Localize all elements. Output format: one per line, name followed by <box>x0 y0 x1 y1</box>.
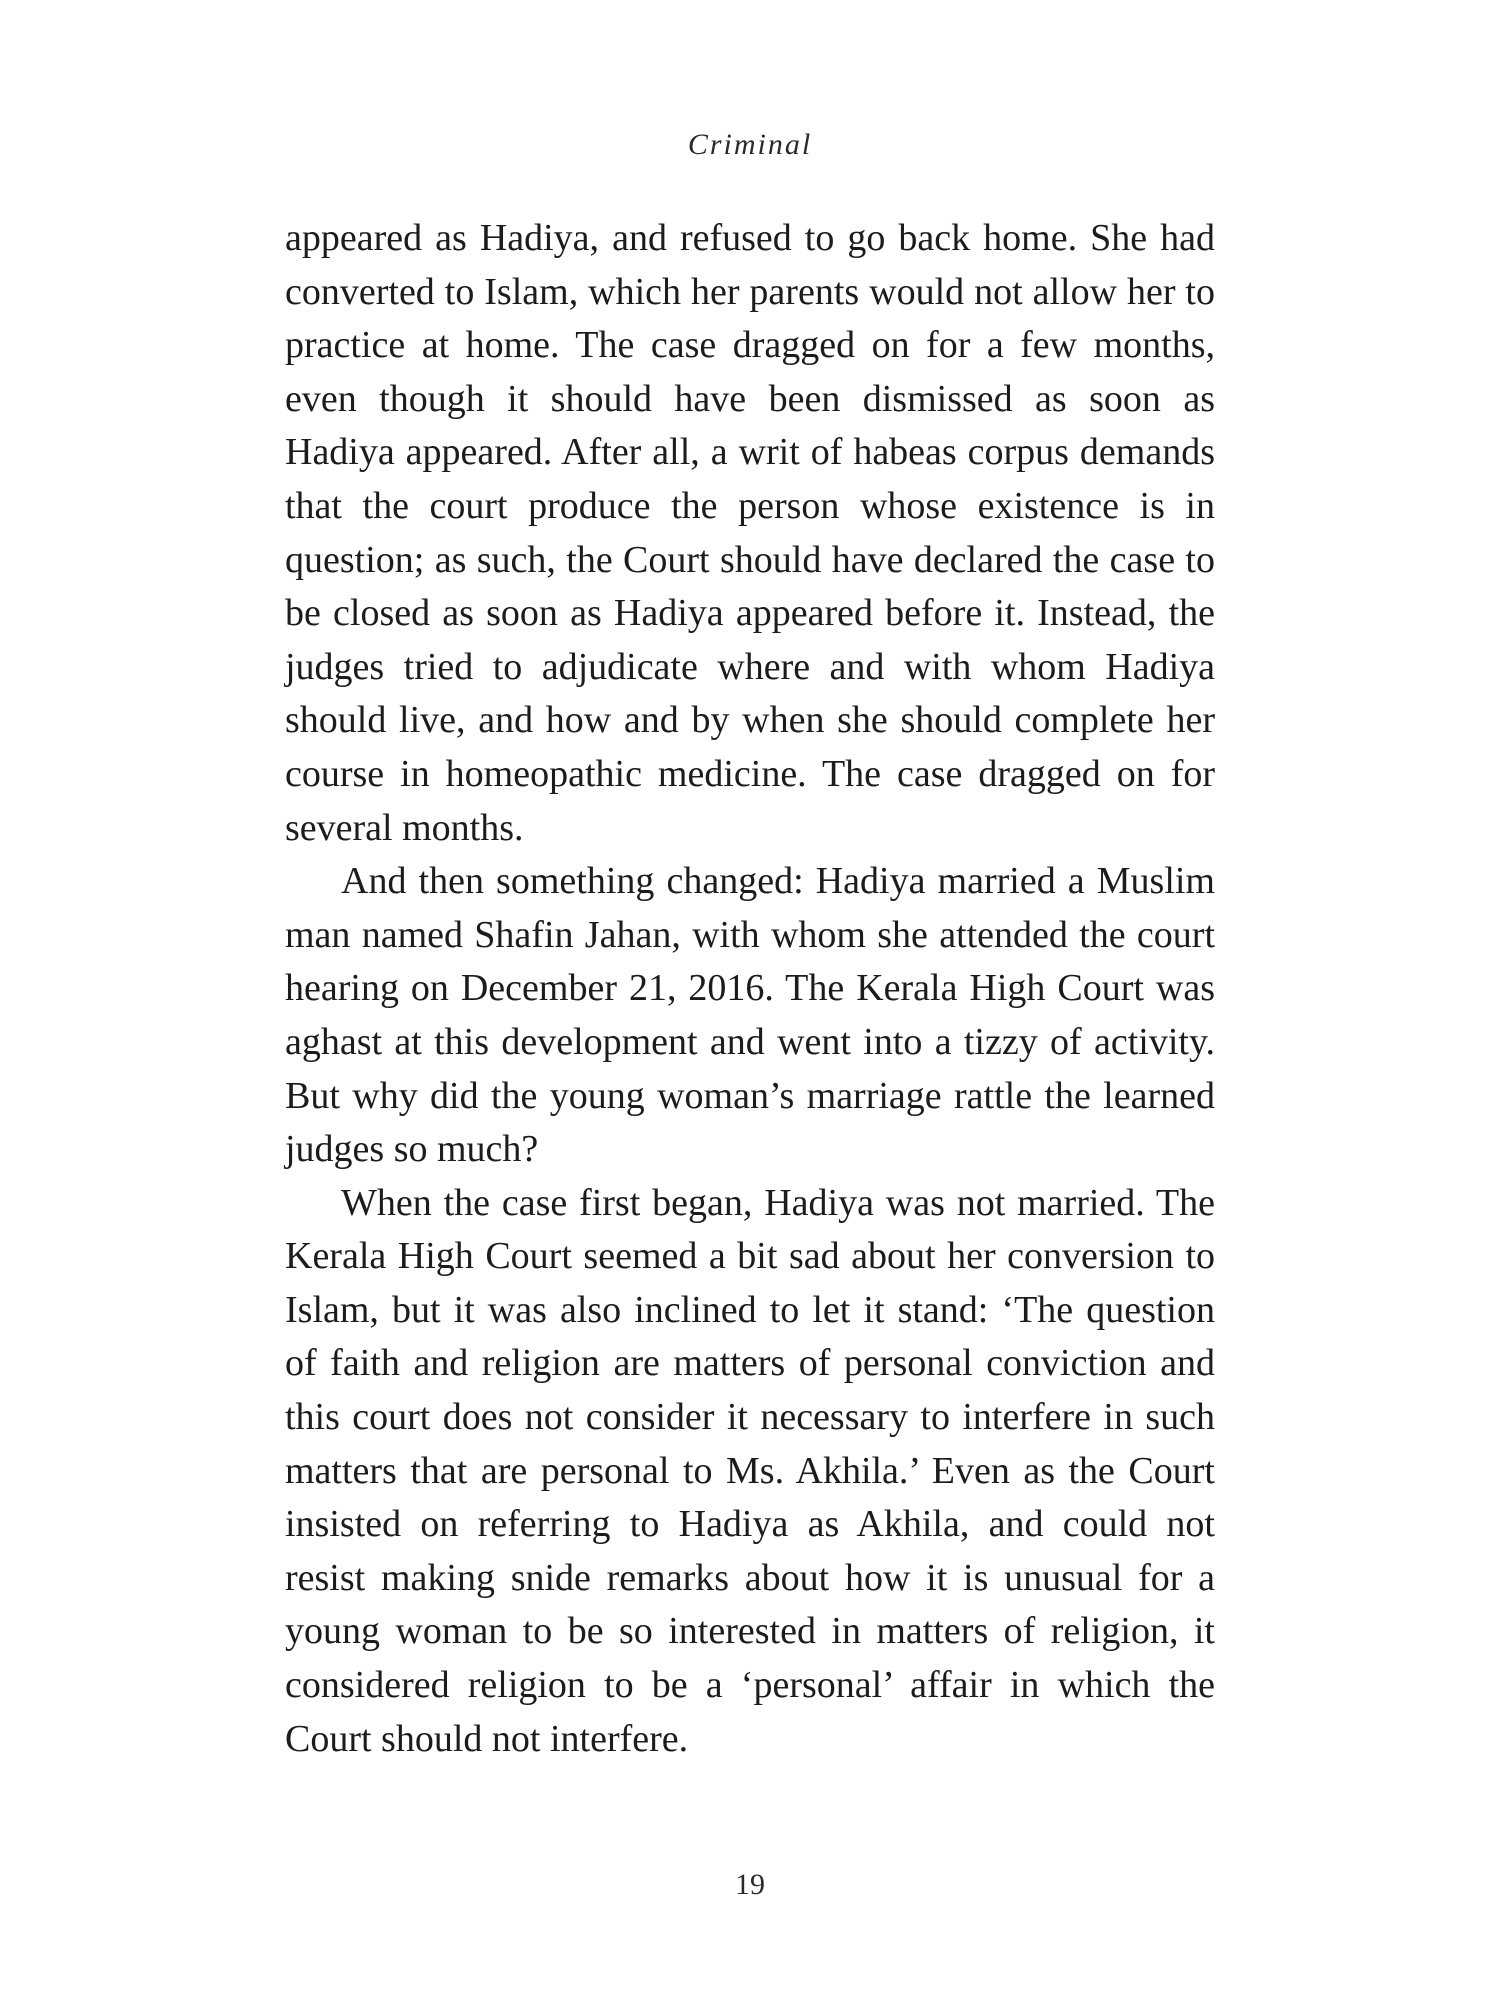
body-text <box>285 212 1215 1766</box>
page-number: 19 <box>735 1868 765 1901</box>
paragraph: When the case first began, Hadiya was not married. The Kerala High Court seemed a bit sad about her conversion to Islam, but it was also inclined to let it stand: ‘The question of faith and religion are matters of personal conviction and this court does not consider it necessary to interfere in such matters that are personal to Ms. Akhila.’ Even as the Court insisted on referring to Hadiya as Akhila, and could not resist making snide remarks about how it is unusual for a young woman to be so interested in matters of religion, it considered religion to be a ‘personal’ affair in which the Court should not interfere. <box>285 1181 1215 1760</box>
running-head: Criminal <box>687 128 813 161</box>
paragraph: And then something changed: Hadiya married a Muslim man named Shafin Jahan, with whom she attended the court hearing on December 21, 2016. The Kerala High Court was aghast at this development and went into a tizzy of activity. But why did the young woman’s marriage rattle the learned judges so much? <box>285 860 1215 1171</box>
paragraph-continued: appeared as Hadiya, and refused to go back home. She had converted to Islam, which her parents would not allow her to practice at home. The case dragged on for a few months, even though it should have been dismissed as soon as Hadiya appeared. After all, a writ of habeas corpus demands that the court produce the person whose existence is in question; as such, the Court should have declared the case to be closed as soon as Hadiya appeared before it. Instead, the judges tried to adjudicate where and with whom Hadiya should live, and how and by when she should complete her course in homeopathic medicine. The case dragged on for several months. <box>285 217 1215 849</box>
